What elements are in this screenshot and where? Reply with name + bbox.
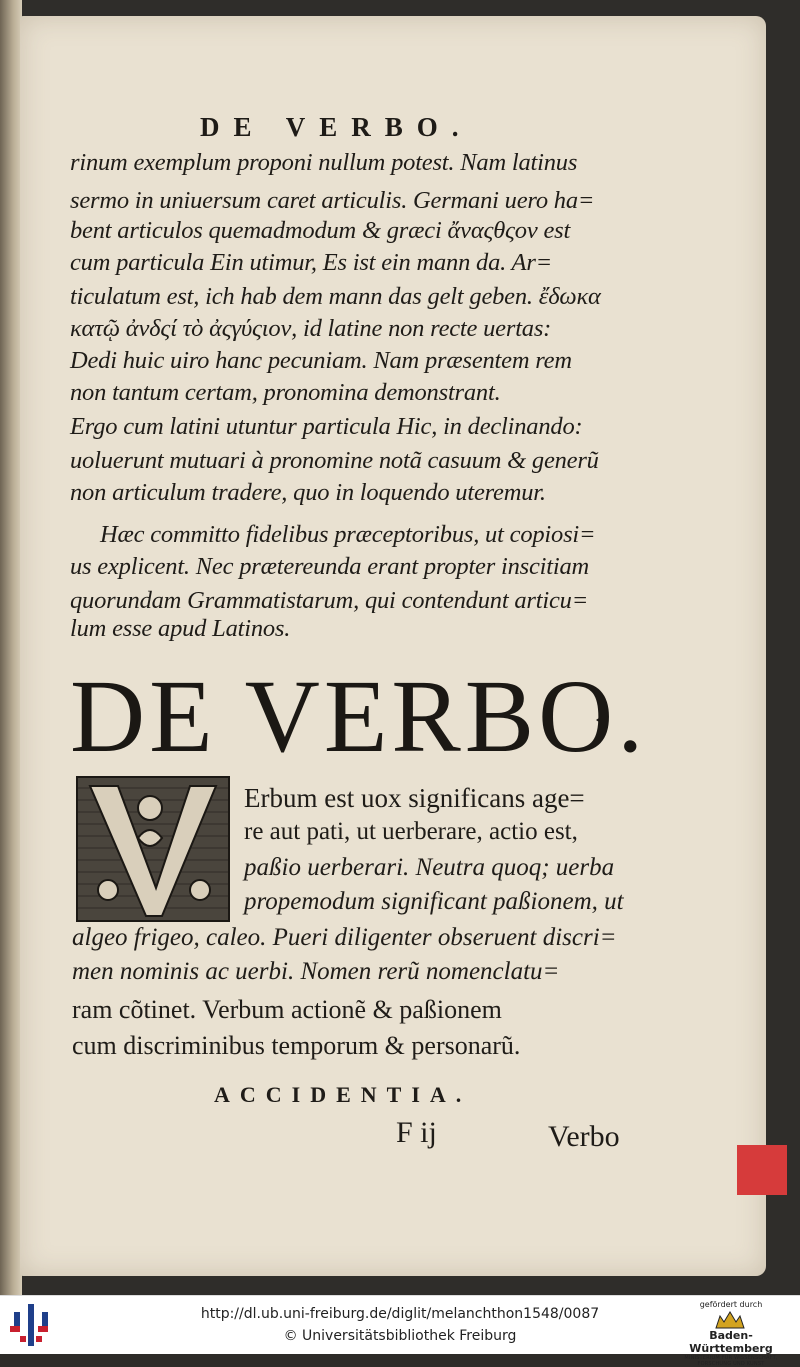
ministry-name: MINISTERIUM FÜR WISSENSCHAFT, FORSCHUNG UND KUNST — [684, 1355, 778, 1367]
text-line: us explicent. Nec prætereunda erant propter inscitiam — [70, 553, 590, 580]
text-line: κατῷ ἀνδςί τὸ ἀςγύςιον, id latine non recte uertas: — [70, 315, 552, 342]
text-line: men nominis ac uerbi. Nomen rerũ nomenclatu= — [72, 958, 560, 985]
text-line: non tantum certam, pronomina demonstrant. — [70, 379, 501, 406]
text-line: sermo in uniuersum caret articulis. Germani uero ha= — [70, 187, 595, 214]
text-line: rinum exemplum proponi nullum potest. Nam latinus — [70, 149, 578, 176]
text-line: quorundam Grammatistarum, qui contendunt articu= — [70, 587, 589, 614]
text-line: Hæc committo fidelibus præceptoribus, ut copiosi= — [100, 521, 596, 548]
funder-logo — [676, 1300, 786, 1367]
text-line: ram cõtinet. Verbum actionẽ & paßionem — [72, 995, 502, 1024]
state-name: Baden-Württemberg — [689, 1329, 773, 1355]
text-line: uoluerunt mutuari à pronomine notã casuum & generũ — [70, 447, 599, 474]
signature-mark: F ij — [396, 1116, 437, 1149]
color-reference-tab — [737, 1145, 787, 1195]
text-line: ticulatum est, ich hab dem mann das gelt geben. ἔδωκα — [70, 283, 601, 310]
text-line: lum esse apud Latinos. — [70, 615, 291, 642]
section-title: DE VERBO. — [70, 659, 648, 774]
copyright-notice: © Universitätsbibliothek Freiburg — [283, 1328, 517, 1344]
text-line: non articulum tradere, quo in loquendo uteremur. — [70, 479, 546, 506]
text-line: algeo frigeo, caleo. Pueri diligenter obseruent discri= — [72, 924, 617, 951]
text-line: Dedi huic uiro hanc pecuniam. Nam præsentem rem — [70, 347, 572, 374]
text-line: paßio uerberari. Neutra quoq; uerba — [244, 854, 615, 881]
permalink[interactable]: http://dl.ub.uni-freiburg.de/diglit/melanchthon1548/0087 — [200, 1306, 600, 1322]
text-line: re aut pati, ut uerberare, actio est, — [244, 818, 578, 845]
previous-page-edge — [0, 0, 22, 1295]
text-line: propemodum significant paßionem, ut — [244, 888, 624, 915]
section-title-ornament-icon — [596, 712, 608, 728]
text-line: Erbum est uox significans age= — [244, 783, 585, 813]
text-line: Ergo cum latini utuntur particula Hic, in declinando: — [70, 413, 583, 440]
text-line: cum particula Ein utimur, Es ist ein mann da. Ar= — [70, 249, 552, 276]
funded-by-label: gefördert durch — [699, 1300, 763, 1309]
coat-of-arms-icon — [710, 1310, 750, 1330]
decorated-initial-v-icon — [76, 776, 230, 922]
text-line: cum discriminibus temporum & personarũ. — [72, 1031, 521, 1060]
text-line: bent articulos quemadmodum & græci ἄναςθςον est — [70, 217, 571, 244]
running-header: DE VERBO. — [200, 112, 473, 142]
subsection-heading: ACCIDENTIA. — [214, 1082, 472, 1107]
footer-bar — [0, 1295, 800, 1367]
catchword: Verbo — [548, 1120, 620, 1153]
